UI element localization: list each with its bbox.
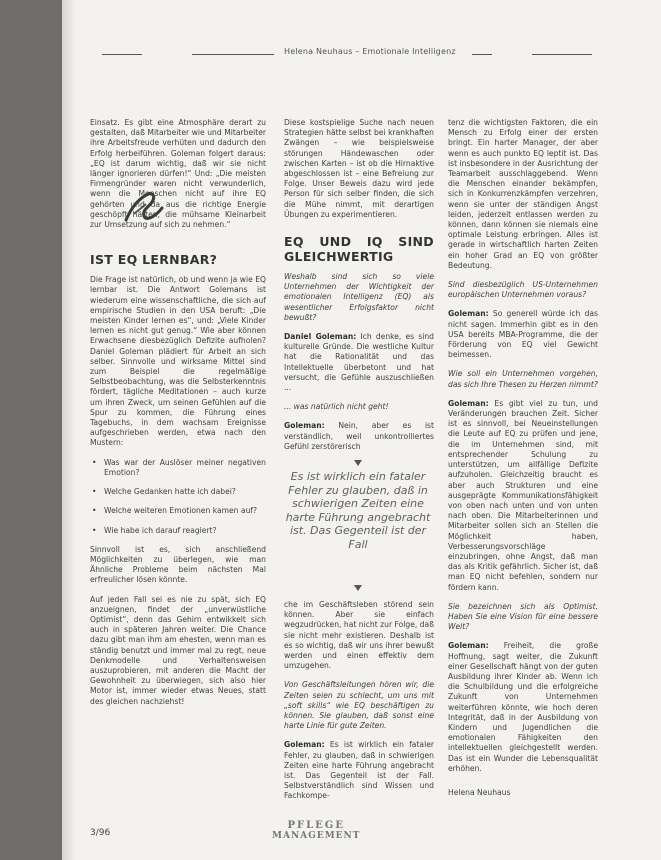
speaker-name: Goleman: <box>448 309 489 319</box>
interview-question: Weshalb sind sich so viele Unternehmen der Wichtigkeit der emotionalen Intelligenz (EQ) als wesentlicher Erfolgsfaktor nicht bewußt? <box>284 272 434 322</box>
paragraph: Einsatz. Es gibt eine Atmosphäre derart zu gestalten, daß Mitarbeiter wie und Mitarbeiter ihre Arbeitsfreude verhüten und dadurch den Erfolg herbeiführen. Goleman folgert daraus: „EQ ist darum wichtig, daß wir sie nicht länger ignorieren dürfen!“ Und: „Die meisten Firmengründer waren nicht verwunderlich, wenn die Menschen nicht auf ihre EQ gehörten und da aus die richtige Energie geschöpft hätten, die mühsame Kleinarbeit zur Umsetzung auf sich zu nehmen.“ <box>90 118 266 230</box>
magazine-logo-line2: MANAGEMENT <box>272 831 361 841</box>
bullet-list <box>90 458 266 536</box>
answer-text: Es gibt viel zu tun, und Veränderungen brauchen Zeit. Sicher ist es sinnvoll, bei Neueinstellungen die Leute auf EQ zu prüfen und jene, die im Unternehmen sind, mit entsprechender Schulung zu unterstützen, um allfällige Defizite aufzuholen. Gleichzeitig braucht es aber auch Strukturen und eine ausgeprägte Kommunikationsfähigkeit von oben nach unten und von unten nach oben. Die Mitarbeiterinnen und Mitarbeiter sollen sich an Stellen die Möglichkeit haben, Verbesserungsvorschläge einzubringen, ohne Angst, daß man das als Kritik gefährlich. Sicher ist, daß man EQ nicht befehlen, sondern nur fördern kann. <box>448 398 598 592</box>
list-item: • Was war der Auslöser meiner negativen Emotion? <box>90 458 266 478</box>
header-rule-left-2 <box>192 54 274 55</box>
paragraph: Diese kostspielige Suche nach neuen Strategien hätte selbst bei krankhaften Zwängen – wie beispielsweise störungen Händewaschen oder zwischen Karten – ist ob die Hirnaktive abgeschlossen ist – eine Befreiung zur Folge. Unser Beweis dazu wird jede Person für sich selber finden, die sich die Mühe nimmt, mit derartigen Übungen zu experimentieren. <box>284 118 434 219</box>
interview-answer <box>448 399 598 593</box>
interview-answer <box>284 332 434 393</box>
page-number: 3/96 <box>90 828 111 838</box>
list-item: • Welche Gedanken hatte ich dabei? <box>90 487 266 497</box>
answer-text: Ich denke, es sind kulturelle Gründe. Die westliche Kultur hat die Rationalität und das Intellektuelle überbetont und hat versucht, die Gefühle auszuschließen ... <box>284 332 434 393</box>
list-item: • Welche weiteren Emotionen kamen auf? <box>90 506 266 516</box>
interview-question: Sie bezeichnen sich als Optimist. Haben Sie eine Vision für eine bessere Welt? <box>448 601 598 632</box>
paragraph: che im Geschäftsleben störend sein können. Aber sie einfach wegzudrücken, hat nicht zur Folge, daß sie nicht mehr existieren. Deshalb ist es so wichtig, daß wir uns ihrer bewußt werden und einen effektiv dem umzugehen. <box>284 600 434 671</box>
header-rule-right-1 <box>472 54 492 55</box>
paragraph: Die Frage ist natürlich, ob und wenn ja wie EQ lernbar ist. Die Antwort Golemans ist wiederum eine wissenschaftliche, die sich auf empirische Studien in den USA beruft: „Die meisten Kinder lernen es“, und: „Viele Kinder lernen es nicht gut genug.“ Wie aber können Erwachsene diesbezüglich Defizite aufholen? Daniel Goleman plädiert für Arbeit an sich selber. Sinnvolle und wirksame Mittel sind zum Beispiel die regelmäßige Selbstbeobachtung, was die Selbsterkenntnis fördert, tägliche Meditationen – auch kurze um ihren Zweck, um seinen Gefühlen auf die Spur zu kommen, die Führung eines Tagebuchs, in dem wachsam Ereignisse aufgeschrieben werden, etwa nach den Mustern: <box>90 275 266 448</box>
answer-text: Es ist wirklich ein fataler Fehler, zu glauben, daß in schwierigen Zeiten eine harte Führung angebracht ist. Das Gegenteil ist der Fall. Selbstverständlich sind Wissen und Fachkompe- <box>284 740 434 801</box>
author-signature: Helena Neuhaus <box>448 787 511 797</box>
answer-text: So generell würde ich das nicht sagen. Immerhin gibt es in den USA bereits MBA-Programme, die der Förderung von EQ viel Gewicht beimessen. <box>448 309 598 360</box>
answer-text: Freiheit, die große Hoffnung, sagt weiter, die Zukunft einer Gesellschaft hängt von der guten Ausbildung ihrer Kinder ab. Wenn ich die Schulbildung und die erfolgreiche Zukunft von Unternehmen weiterführen könnte, wie hoch deren Integrität, daß in der Ausbildung von Kindern und Jugendlichen die emotionalen Fähigkeiten den intellektuellen gleichgestellt werden. Das ist ein Wunder die Lebensqualität erhöhen. <box>448 641 599 773</box>
paragraph: Auf jeden Fall sei es nie zu spät, sich EQ anzueignen, findet der „unverwüstliche Optimist“, denn das Gehirn entwikkelt sich auch in späteren Jahren weiter. Die Chance dazu gibt man ihm am ehesten, wenn man es ständig benutzt und immer mal zu regt, neue Denkmodelle und Verhaltensweisen auszuprobieren, mit anderen die Macht der Gewohnheit zu überwiegen, sich also hier Motor ist, immer wieder etwas Neues, statt des gleichen nachziehst! <box>90 594 266 706</box>
interview-answer <box>284 421 434 452</box>
speaker-name: Goleman: <box>448 398 489 408</box>
speaker-name: Goleman: <box>284 421 325 431</box>
speaker-name: Daniel Goleman: <box>284 332 357 342</box>
running-header: Helena Neuhaus – Emotionale Intelligenz <box>284 47 456 56</box>
list-item: • Wie habe ich darauf reagiert? <box>90 526 266 536</box>
pull-quote: Es ist wirklich ein fataler Fehler zu glauben, daß in schwierigen Zeiten eine harte Führung angebracht ist. Das Gegenteil ist der Fall <box>285 470 431 551</box>
column-middle-lower <box>284 600 434 811</box>
header-rule-left-1 <box>102 54 142 55</box>
section-heading: EQ UND IQ SIND GLEICHWERTIG <box>284 234 434 265</box>
magazine-page <box>62 0 661 860</box>
column-middle-upper <box>284 118 434 461</box>
quote-marker-top-icon <box>354 460 362 466</box>
interview-answer <box>448 309 598 360</box>
interview-question: Von Geschäftsleitungen hören wir, die Zeiten seien zu schlecht, um uns mit „soft skills“ wie EQ beschäftigen zu können. Sie glauben, daß sonst eine harte Linie für gute Zeiten. <box>284 680 434 731</box>
speaker-name: Goleman: <box>448 641 489 651</box>
interview-answer <box>448 641 598 774</box>
interview-question: ... was natürlich nicht geht! <box>284 402 389 412</box>
interview-question: Sind diesbezüglich US-Unternehmen europäischen Unternehmen voraus? <box>448 280 598 300</box>
interview-answer <box>284 740 434 801</box>
section-heading: IST EQ LERNBAR? <box>90 252 218 268</box>
magazine-logo <box>272 821 360 841</box>
answer-text: Nein, aber es ist verständlich, weil unkontrolliertes Gefühl zerstörerisch <box>284 421 434 451</box>
quote-marker-bottom-icon <box>354 585 362 591</box>
column-left <box>90 118 266 716</box>
header-rule-right-2 <box>532 54 592 55</box>
speaker-name: Goleman: <box>284 740 325 750</box>
paragraph: Sinnvoll ist es, sich anschließend Möglichkeiten zu überlegen, wie man Ähnliche Probleme beim nächsten Mal erfreulicher lösen könnte. <box>90 544 266 585</box>
magazine-logo-line1: PFLEGE <box>287 820 345 831</box>
paragraph: tenz die wichtigsten Faktoren, die ein Mensch zu Erfolg einer der ersten bringt. Ein harter Manager, der aber wenn es auch punkto EQ leptit ist. Das ist insbesondere in der Ausrichtung der Teamarbeit ausschlaggebend. Wenn die Menschen einander bekämpfen, sich in Konkurrenzkämpfen verzehren, wenn sie unter der ständigen Angst leiden, jederzeit entlassen werden zu können, dann können sie niemals eine optimale Leistung erbringen. Alles ist gerade in wirtschaftlich harten Zeiten ein hoher Grad an EQ von größter Bedeutung. <box>448 118 598 270</box>
interview-question: Wie soll ein Unternehmen vorgehen, das sich Ihre Thesen zu Herzen nimmt? <box>448 369 598 389</box>
scan-shadow <box>62 0 76 860</box>
column-right <box>448 118 598 807</box>
